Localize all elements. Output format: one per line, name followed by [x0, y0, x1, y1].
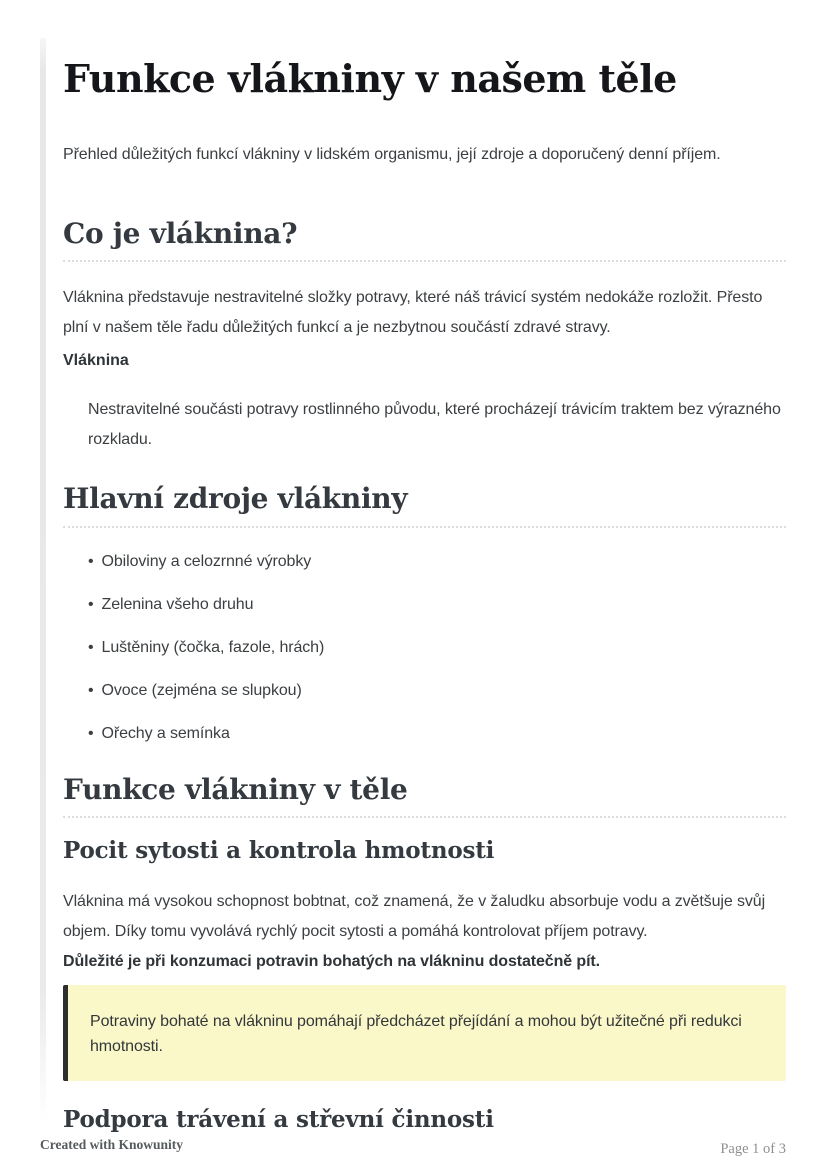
bullet-icon: •: [88, 595, 94, 613]
document-content: [63, 0, 786, 1134]
sources-list: [63, 552, 786, 744]
list-item-label: Ovoce (zejména se slupkou): [101, 681, 302, 699]
definition-text: Nestravitelné součásti potravy rostlinného původu, které procházejí trávicím traktem bez výrazného rozkladu.: [88, 401, 781, 449]
list-item: [88, 552, 786, 572]
page-title: Funkce vlákniny v našem těle: [63, 56, 677, 101]
bullet-icon: •: [88, 552, 94, 570]
section-heading-hlavni-zdroje: Hlavní zdroje vlákniny: [63, 483, 786, 527]
paragraph-bold-text: Důležité je při konzumaci potravin bohatých na vlákninu dostatečně pít.: [63, 952, 601, 970]
list-item-label: Ořechy a semínka: [101, 724, 230, 742]
bullet-icon: •: [88, 724, 94, 742]
list-item: [88, 724, 786, 744]
bullet-icon: •: [88, 638, 94, 656]
footer-page-number: Page 1 of 3: [720, 1141, 786, 1157]
list-item-label: Obiloviny a celozrnné výrobky: [101, 552, 312, 570]
highlight-callout: [63, 985, 786, 1081]
callout-text: Potraviny bohaté na vlákninu pomáhají předcházet přejídání a mohou být užitečné při redukci hmotnosti.: [90, 1012, 742, 1055]
list-item-label: Luštěniny (čočka, fazole, hrách): [101, 638, 325, 656]
section-heading-funkce-v-tele: Funkce vlákniny v těle: [63, 774, 786, 818]
section-heading-co-je-vlaknina: Co je vláknina?: [63, 218, 786, 262]
intro-paragraph: Přehled důležitých funkcí vlákniny v lidském organismu, její zdroje a doporučený denní příjem.: [63, 145, 721, 163]
subsection-heading-podpora-traveni: Podpora trávení a střevní činnosti: [63, 1105, 494, 1133]
list-item: [88, 638, 786, 658]
paragraph-vlaknina-popis: Vláknina představuje nestravitelné složky potravy, které náš trávicí systém nedokáže rozložit. Přesto plní v našem těle řadu důležitých funkcí a je nezbytnou součástí zdravé stravy.: [63, 289, 763, 337]
list-item: [88, 595, 786, 615]
paragraph-text: Vláknina má vysokou schopnost bobtnat, což znamená, že v žaludku absorbuje vodu a zvětšuje svůj objem. Díky tomu vyvolává rychlý pocit sytosti a pomáhá kontrolovat příjem potravy.: [63, 892, 766, 940]
footer-branding: Created with Knowunity: [40, 1137, 184, 1152]
paragraph-pocit-sytosti: [63, 887, 786, 977]
subsection-heading-pocit-sytosti: Pocit sytosti a kontrola hmotnosti: [63, 836, 495, 864]
definition-term: Vláknina: [63, 352, 129, 370]
page-edge-shadow: [40, 38, 46, 1122]
bullet-icon: •: [88, 681, 94, 699]
list-item-label: Zelenina všeho druhu: [101, 595, 254, 613]
list-item: [88, 681, 786, 701]
